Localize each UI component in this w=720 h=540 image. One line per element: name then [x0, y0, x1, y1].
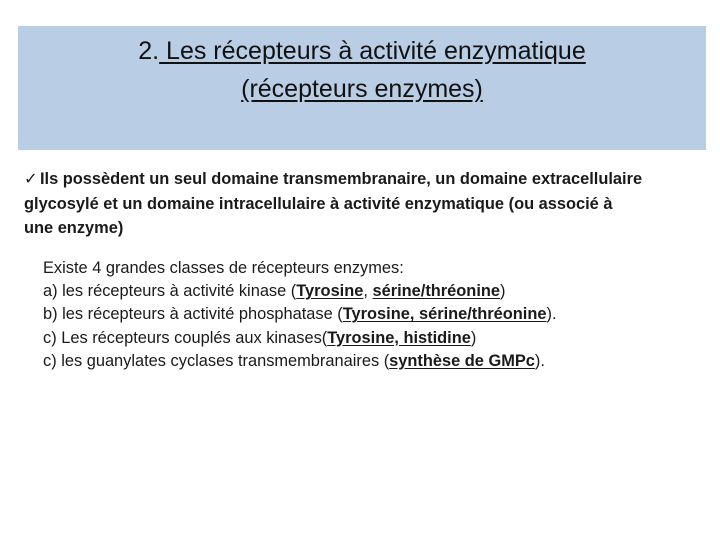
class-a-bold-1: Tyrosine — [296, 282, 364, 301]
class-b — [43, 303, 703, 326]
class-a-sep: , — [363, 282, 373, 301]
class-c2-end: ). — [534, 351, 545, 370]
class-b-bold: Tyrosine, sérine/thréonine — [342, 305, 547, 324]
bullet-paragraph — [24, 167, 704, 241]
class-c1-bold: Tyrosine, histidine — [327, 328, 471, 347]
class-c1 — [43, 327, 703, 350]
class-c2-text: c) les guanylates cyclases transmembranaires ( — [43, 351, 390, 370]
classes-heading: Existe 4 grandes classes de récepteurs enzymes: — [43, 259, 404, 277]
class-a-text: a) les récepteurs à activité kinase ( — [43, 282, 297, 301]
title-number: 2. — [138, 37, 160, 65]
class-c1-text: c) Les récepteurs couplés aux kinases( — [43, 328, 328, 347]
title-line-2 — [18, 74, 706, 104]
class-a — [43, 280, 703, 303]
title-line-1 — [18, 36, 706, 66]
class-c1-end: ) — [470, 328, 477, 347]
bullet-line-2: glycosylé et un domaine intracellulaire à activité enzymatique (ou associé à — [24, 194, 613, 213]
bullet-line-3: une enzyme) — [24, 219, 124, 238]
class-b-end: ). — [546, 305, 557, 324]
class-c2 — [43, 350, 703, 373]
class-b-text: b) les récepteurs à activité phosphatase ( — [43, 305, 343, 324]
class-a-end: ) — [500, 282, 506, 301]
receptor-classes — [43, 257, 703, 373]
bullet-text-1: Ils possèdent un seul domaine transmembranaire, un domaine extracellulaire — [40, 170, 643, 188]
class-a-bold-2: sérine/thréonine — [372, 282, 501, 301]
title-text-2: (récepteurs enzymes) — [241, 75, 483, 103]
class-c2-bold: synthèse de GMPc — [389, 351, 535, 370]
title-text-1: Les récepteurs à activité enzymatique — [159, 37, 586, 65]
bullet-line-1 — [24, 167, 704, 192]
checkmark-icon: ✓ — [24, 170, 38, 188]
title-banner — [18, 26, 706, 150]
